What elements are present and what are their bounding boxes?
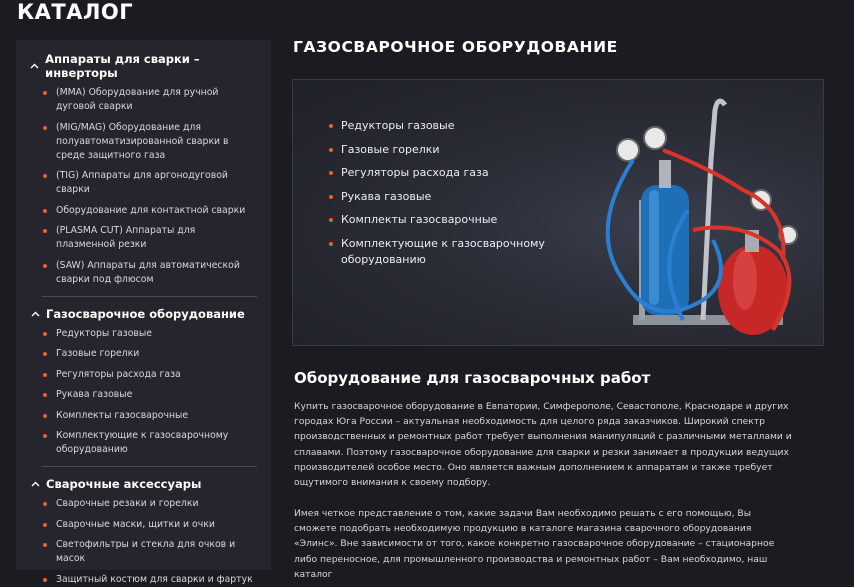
- sidebar-item[interactable]: Оборудование для контактной сварки: [42, 204, 257, 218]
- sidebar-group-gas-welding: [30, 307, 257, 458]
- sidebar-item[interactable]: (PLASMA CUT) Аппараты для плазменной резки: [42, 224, 257, 252]
- sidebar-group-title: Сварочные аксессуары: [46, 477, 202, 491]
- page-title: ГАЗОСВАРОЧНОЕ ОБОРУДОВАНИЕ: [293, 38, 618, 56]
- sidebar-item[interactable]: (SAW) Аппараты для автоматической сварки под флюсом: [42, 259, 257, 287]
- sidebar-list: [30, 497, 257, 587]
- hero-category-list: [329, 118, 559, 275]
- chevron-up-icon: [30, 61, 39, 71]
- oxygen-cylinder: [641, 185, 689, 315]
- sidebar-item[interactable]: Комплектующие к газосварочному оборудованию: [42, 429, 257, 457]
- chevron-up-icon: [30, 309, 40, 319]
- catalog-title: КАТАЛОГ: [17, 0, 134, 24]
- hero-item[interactable]: Рукава газовые: [329, 189, 559, 205]
- sidebar-item[interactable]: Защитный костюм для сварки и фартук: [42, 573, 257, 587]
- sidebar-list: [30, 86, 257, 287]
- hero-banner: [292, 79, 824, 346]
- sidebar-group-header[interactable]: [30, 477, 257, 491]
- sidebar-group-inverters: [30, 52, 257, 287]
- sidebar-divider: [42, 296, 257, 297]
- hero-item[interactable]: Газовые горелки: [329, 142, 559, 158]
- description-paragraph: Имея четкое представление о том, какие задачи Вам необходимо решать с его помощью, Вы сможете подобрать необходимую продукцию в каталоге магазина сварочного оборудования «Элинс». Вне зависимости от того, какое конкретно газосварочное оборудование – стационарное либо переносное, для промышленного производства и ремонтных работ – Вам необходимо, наш каталог: [294, 508, 775, 580]
- sidebar-item[interactable]: Сварочные резаки и горелки: [42, 497, 257, 511]
- sidebar-item[interactable]: Светофильтры и стекла для очков и масок: [42, 538, 257, 566]
- sidebar-item[interactable]: Газовые горелки: [42, 347, 257, 361]
- chevron-up-icon: [30, 479, 40, 489]
- sidebar-item[interactable]: (MMA) Оборудование для ручной дуговой сварки: [42, 86, 257, 114]
- sidebar-group-title: Аппараты для сварки – инверторы: [45, 52, 200, 80]
- sidebar-group-title: Газосварочное оборудование: [46, 306, 245, 321]
- hero-item[interactable]: Редукторы газовые: [329, 118, 559, 134]
- hero-item[interactable]: Комплекты газосварочные: [329, 212, 559, 228]
- gauge-icon: [644, 127, 666, 149]
- gauge-icon: [617, 139, 639, 161]
- sidebar-item[interactable]: (TIG) Аппараты для аргонодуговой сварки: [42, 169, 257, 197]
- sidebar-divider: [42, 466, 257, 467]
- hero-item[interactable]: Комплектующие к газосварочному оборудованию: [329, 236, 559, 268]
- sidebar-item[interactable]: Редукторы газовые: [42, 327, 257, 341]
- sidebar-item[interactable]: Регуляторы расхода газа: [42, 368, 257, 382]
- description-paragraph: Купить газосварочное оборудование в Евпатории, Симферополе, Севастополе, Краснодаре и других городах Юга России – актуальная необходимость для целого ряда заказчиков. Широкий спектр производственных и ремонтных работ требует выполнения манипуляций с различными металлами и сплавами. Поэтому газосварочное оборудование для сварки и резки занимает в продукции ведущих производителей особое место. Оно является важным дополнением к аппаратам и также требует ощутимого внимания к своему подбору.: [294, 401, 792, 489]
- gas-welding-kit-illustration: [593, 90, 813, 347]
- hero-item[interactable]: Регуляторы расхода газа: [329, 165, 559, 181]
- section-title: Оборудование для газосварочных работ: [294, 369, 651, 387]
- sidebar-group-header[interactable]: [30, 52, 257, 80]
- sidebar-item[interactable]: Сварочные маски, щитки и очки: [42, 518, 257, 532]
- sidebar-item[interactable]: Рукава газовые: [42, 388, 257, 402]
- sidebar-list: [30, 327, 257, 458]
- sidebar-group-header[interactable]: [30, 307, 257, 321]
- sidebar-item[interactable]: (MIG/MAG) Оборудование для полуавтоматизированной сварки в среде защитного газа: [42, 121, 257, 163]
- sidebar-group-accessories: [30, 477, 257, 587]
- sidebar-item[interactable]: Комплекты газосварочные: [42, 409, 257, 423]
- catalog-sidebar: [16, 40, 271, 585]
